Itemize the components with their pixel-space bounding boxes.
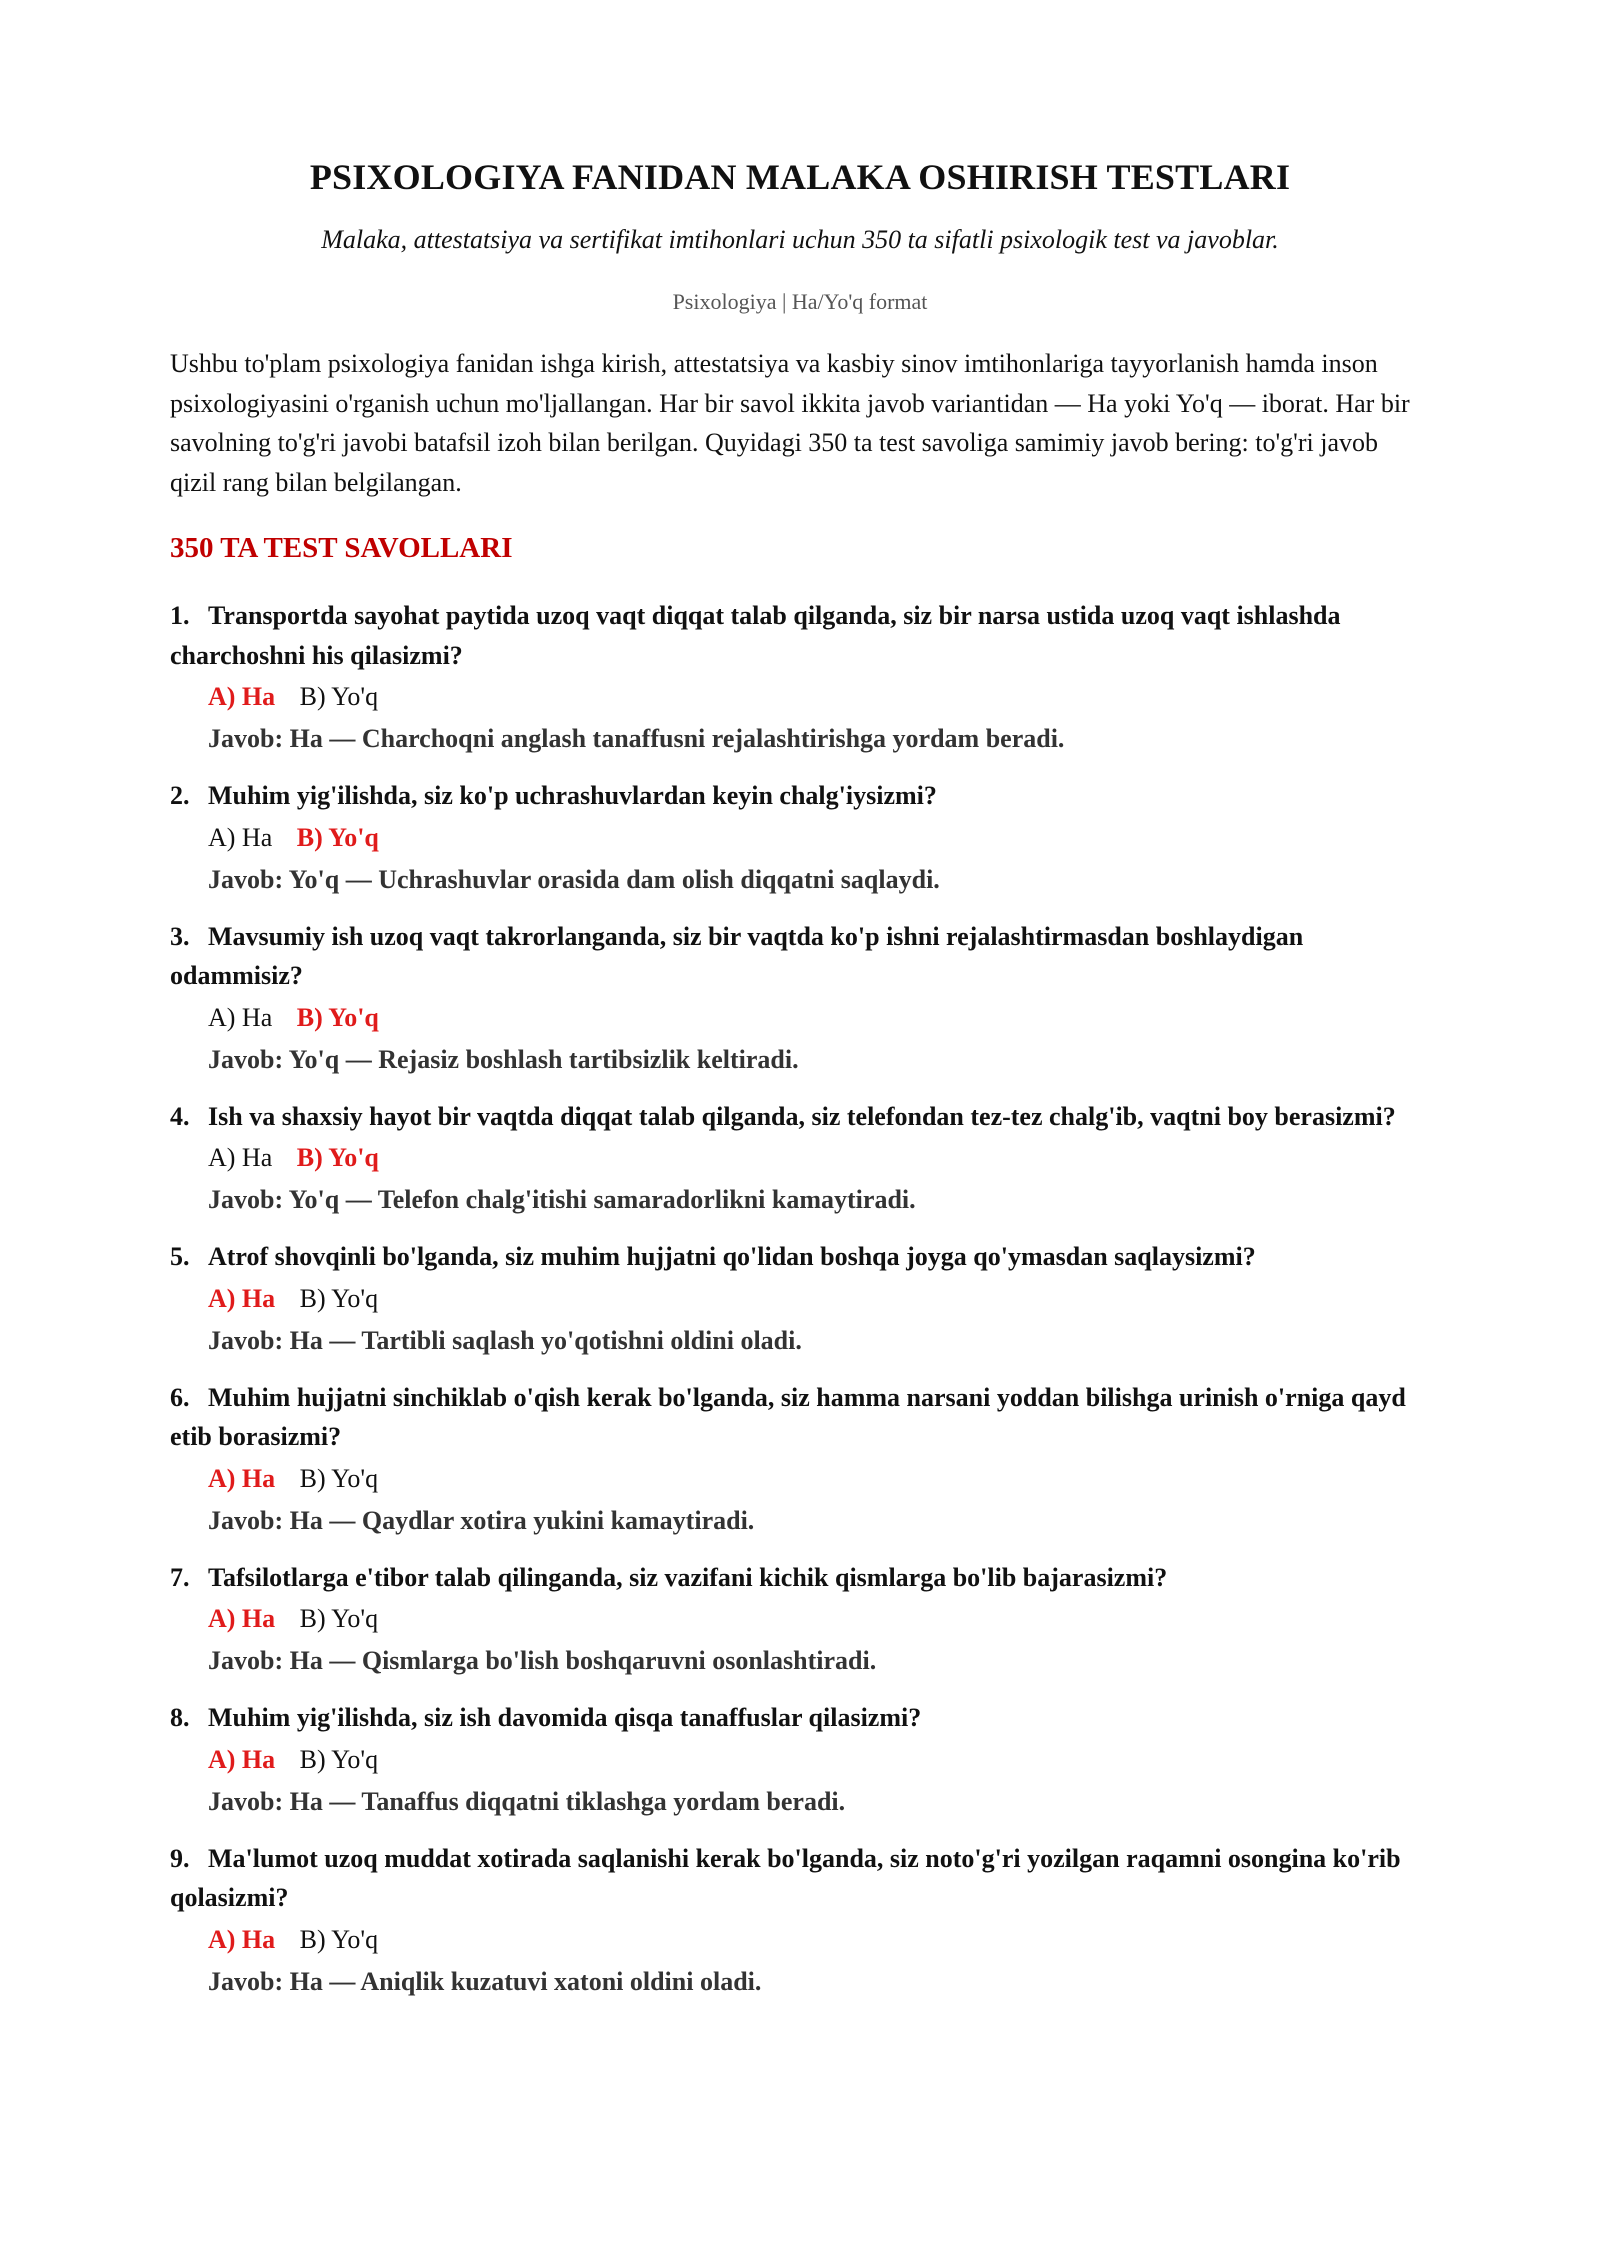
question-number: 5.	[170, 1242, 190, 1271]
answer-explanation: Javob: Ha — Aniqlik kuzatuvi xatoni oldini oladi.	[208, 1966, 762, 1996]
option-b[interactable]: B) Yo'q	[299, 1463, 379, 1493]
question-text	[170, 596, 1430, 675]
answer-explanation: Javob: Yo'q — Telefon chalg'itishi samaradorlikni kamaytiradi.	[208, 1185, 916, 1214]
answer-options	[170, 1738, 1430, 1781]
document-subtitle: Malaka, attestatsiya va sertifikat imtihonlari uchun 350 ta sifatli psixologik test va javoblar.	[321, 225, 1279, 254]
question-body: Ish va shaxsiy hayot bir vaqtda diqqat talab qilganda, siz telefondan tez-tez chalg'ib, vaqtni boy berasizmi?	[208, 1101, 1396, 1131]
question-text	[170, 1558, 1430, 1598]
question-number: 6.	[170, 1382, 190, 1412]
section-title: 350 TA TEST SAVOLLARI	[170, 532, 513, 564]
option-b[interactable]: B) Yo'q	[299, 1744, 379, 1774]
question-text	[170, 1378, 1430, 1457]
question-item	[170, 776, 1430, 900]
answer-options	[170, 675, 1430, 718]
option-b[interactable]: B) Yo'q	[296, 822, 379, 852]
question-body: Transportda sayohat paytida uzoq vaqt diqqat talab qilganda, siz bir narsa ustida uzoq vaqt ishlashda charchoshni his qilasizmi?	[170, 601, 1341, 670]
question-body: Muhim yig'ilishda, siz ko'p uchrashuvlardan keyin chalg'iysizmi?	[208, 781, 937, 810]
question-item	[170, 1237, 1430, 1361]
answer-options	[170, 816, 1430, 859]
question-text	[170, 1839, 1430, 1918]
question-number: 9.	[170, 1843, 190, 1873]
answer-explanation: Javob: Ha — Tanaffus diqqatni tiklashga yordam beradi.	[208, 1786, 846, 1816]
question-text	[170, 776, 1430, 816]
question-text	[170, 1237, 1430, 1277]
question-item	[170, 596, 1430, 759]
question-number: 1.	[170, 601, 190, 630]
intro-paragraph: Ushbu to'plam psixologiya fanidan ishga kirish, attestatsiya va kasbiy sinov imtihonlariga tayyorlanish hamda inson psixologiyasini o'rganish uchun mo'ljallangan. Har bir savol ikkita javob variantidan — Ha yoki Yo'q — iborat. Har bir savolning to'g'ri javobi batafsil izoh bilan berilgan. Quyidagi 350 ta test savoliga samimiy javob bering: to'g'ri javob qizil rang bilan belgilangan.	[170, 349, 1410, 497]
question-text	[170, 917, 1430, 996]
question-body: Mavsumiy ish uzoq vaqt takrorlanganda, siz bir vaqtda ko'p ishni rejalashtirmasdan boshlaydigan odammisiz?	[170, 921, 1304, 990]
question-body: Ma'lumot uzoq muddat xotirada saqlanishi kerak bo'lganda, siz noto'g'ri yozilgan raqamni osongina ko'rib qolasizmi?	[170, 1843, 1401, 1912]
question-body: Muhim yig'ilishda, siz ish davomida qisqa tanaffuslar qilasizmi?	[208, 1703, 922, 1732]
question-text	[170, 1097, 1430, 1137]
answer-explanation: Javob: Yo'q — Uchrashuvlar orasida dam olish diqqatni saqlaydi.	[208, 864, 940, 894]
question-number: 7.	[170, 1562, 190, 1592]
option-a[interactable]: A) Ha	[208, 822, 273, 852]
option-b[interactable]: B) Yo'q	[299, 1604, 379, 1633]
option-b[interactable]: B) Yo'q	[299, 682, 379, 711]
option-a[interactable]: A) Ha	[208, 682, 276, 711]
question-number: 8.	[170, 1703, 190, 1732]
answer-explanation: Javob: Ha — Charchoqni anglash tanaffusni rejalashtirishga yordam beradi.	[208, 724, 1065, 753]
answer-explanation: Javob: Yo'q — Rejasiz boshlash tartibsizlik keltiradi.	[208, 1044, 799, 1074]
answer-options	[170, 1597, 1430, 1640]
document-meta: Psixologiya | Ha/Yo'q format	[672, 289, 928, 314]
answer-explanation: Javob: Ha — Tartibli saqlash yo'qotishni oldini oladi.	[208, 1325, 802, 1355]
question-item	[170, 1378, 1430, 1541]
question-list	[170, 596, 1430, 2002]
option-b[interactable]: B) Yo'q	[296, 1143, 379, 1172]
option-b[interactable]: B) Yo'q	[296, 1002, 379, 1032]
question-number: 4.	[170, 1101, 190, 1131]
option-a[interactable]: A) Ha	[208, 1463, 276, 1493]
answer-options	[170, 1277, 1430, 1320]
document-title: PSIXOLOGIYA FANIDAN MALAKA OSHIRISH TESTLARI	[309, 157, 1291, 197]
question-body: Tafsilotlarga e'tibor talab qilinganda, siz vazifani kichik qismlarga bo'lib bajarasizmi?	[208, 1562, 1168, 1592]
question-item	[170, 1558, 1430, 1682]
option-a[interactable]: A) Ha	[208, 1283, 276, 1313]
question-item	[170, 1839, 1430, 2002]
option-a[interactable]: A) Ha	[208, 1143, 273, 1172]
question-number: 2.	[170, 781, 190, 810]
answer-options	[170, 1457, 1430, 1500]
question-item	[170, 1097, 1430, 1221]
question-text	[170, 1698, 1430, 1738]
answer-explanation: Javob: Ha — Qismlarga bo'lish boshqaruvni osonlashtiradi.	[208, 1646, 877, 1675]
option-a[interactable]: A) Ha	[208, 1604, 276, 1633]
question-body: Muhim hujjatni sinchiklab o'qish kerak bo'lganda, siz hamma narsani yoddan bilishga urinish o'rniga qayd etib borasizmi?	[170, 1382, 1406, 1451]
option-a[interactable]: A) Ha	[208, 1002, 273, 1032]
option-b[interactable]: B) Yo'q	[299, 1924, 379, 1954]
answer-options	[170, 1918, 1430, 1961]
option-a[interactable]: A) Ha	[208, 1924, 276, 1954]
question-item	[170, 1698, 1430, 1822]
option-a[interactable]: A) Ha	[208, 1744, 276, 1774]
question-item	[170, 917, 1430, 1080]
question-number: 3.	[170, 921, 190, 951]
question-body: Atrof shovqinli bo'lganda, siz muhim hujjatni qo'lidan boshqa joyga qo'ymasdan saqlaysizmi?	[208, 1242, 1256, 1271]
answer-options	[170, 996, 1430, 1039]
answer-options	[170, 1136, 1430, 1179]
answer-explanation: Javob: Ha — Qaydlar xotira yukini kamaytiradi.	[208, 1505, 755, 1535]
option-b[interactable]: B) Yo'q	[299, 1283, 379, 1313]
